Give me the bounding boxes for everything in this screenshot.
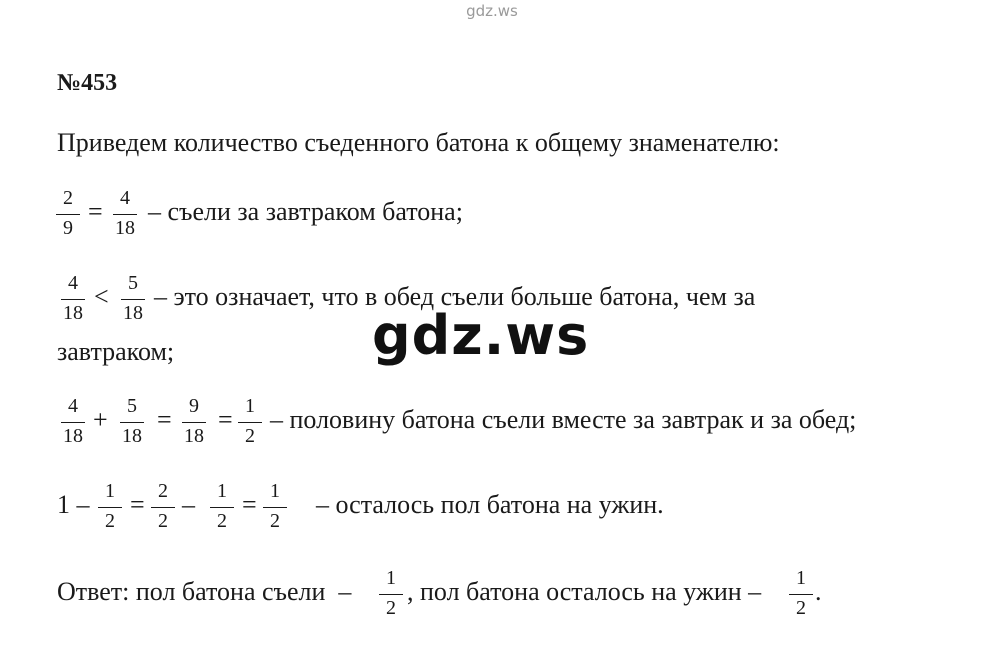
numerator: 5 xyxy=(128,272,138,294)
watermark-center: gdz.ws xyxy=(372,304,590,367)
problem-number: №453 xyxy=(57,70,118,96)
less-than-sign: < xyxy=(94,282,109,311)
fraction-bar xyxy=(151,507,175,508)
line-4-text: – осталось пол батона на ужин. xyxy=(316,490,664,519)
fraction-bar xyxy=(789,594,813,595)
denominator: 18 xyxy=(184,425,204,447)
equals-sign: = xyxy=(88,197,103,226)
numerator: 1 xyxy=(105,480,115,502)
line-3-text: – половину батона съели вместе за завтрак и за обед; xyxy=(270,405,857,434)
equals-sign: = xyxy=(157,405,172,434)
numerator: 1 xyxy=(796,567,806,589)
fraction-bar xyxy=(61,422,85,423)
numerator: 4 xyxy=(68,272,78,294)
denominator: 2 xyxy=(796,597,806,619)
denominator: 18 xyxy=(123,302,143,324)
minus-sign: – xyxy=(182,490,195,519)
answer-text-middle: , пол батона осталось на ужин – xyxy=(407,577,762,606)
fraction-bar xyxy=(210,507,234,508)
fraction-bar xyxy=(61,299,85,300)
numerator: 5 xyxy=(127,395,137,417)
denominator: 18 xyxy=(63,302,83,324)
plus-sign: + xyxy=(93,405,108,434)
denominator: 2 xyxy=(105,510,115,532)
fraction-bar xyxy=(113,214,137,215)
denominator: 18 xyxy=(63,425,83,447)
fraction-bar xyxy=(238,422,262,423)
numerator: 9 xyxy=(189,395,199,417)
denominator: 2 xyxy=(158,510,168,532)
numerator: 1 xyxy=(270,480,280,502)
numerator: 4 xyxy=(120,187,130,209)
numerator: 1 xyxy=(386,567,396,589)
intro-text: Приведем количество съеденного батона к общему знаменателю: xyxy=(57,128,780,157)
numerator: 4 xyxy=(68,395,78,417)
denominator: 18 xyxy=(115,217,135,239)
answer-text-end: . xyxy=(815,577,822,606)
line-2-text: – это означает, что в обед съели больше батона, чем за xyxy=(154,282,756,311)
fraction-bar xyxy=(263,507,287,508)
fraction-bar xyxy=(182,422,206,423)
one-minus: 1 – xyxy=(57,490,90,519)
numerator: 1 xyxy=(245,395,255,417)
denominator: 18 xyxy=(122,425,142,447)
numerator: 1 xyxy=(217,480,227,502)
line-1-text: – съели за завтраком батона; xyxy=(148,197,463,226)
line-2-text-continued: завтраком; xyxy=(57,337,175,366)
fraction-bar xyxy=(120,422,144,423)
denominator: 2 xyxy=(217,510,227,532)
watermark-top: gdz.ws xyxy=(466,2,518,20)
denominator: 2 xyxy=(270,510,280,532)
numerator: 2 xyxy=(63,187,73,209)
denominator: 2 xyxy=(245,425,255,447)
equals-sign: = xyxy=(218,405,233,434)
answer-text-start: Ответ: пол батона съели – xyxy=(57,577,352,606)
fraction-bar xyxy=(379,594,403,595)
numerator: 2 xyxy=(158,480,168,502)
equals-sign: = xyxy=(130,490,145,519)
denominator: 2 xyxy=(386,597,396,619)
fraction-bar xyxy=(56,214,80,215)
fraction-bar xyxy=(98,507,122,508)
equals-sign: = xyxy=(242,490,257,519)
fraction-bar xyxy=(121,299,145,300)
denominator: 9 xyxy=(63,217,73,239)
